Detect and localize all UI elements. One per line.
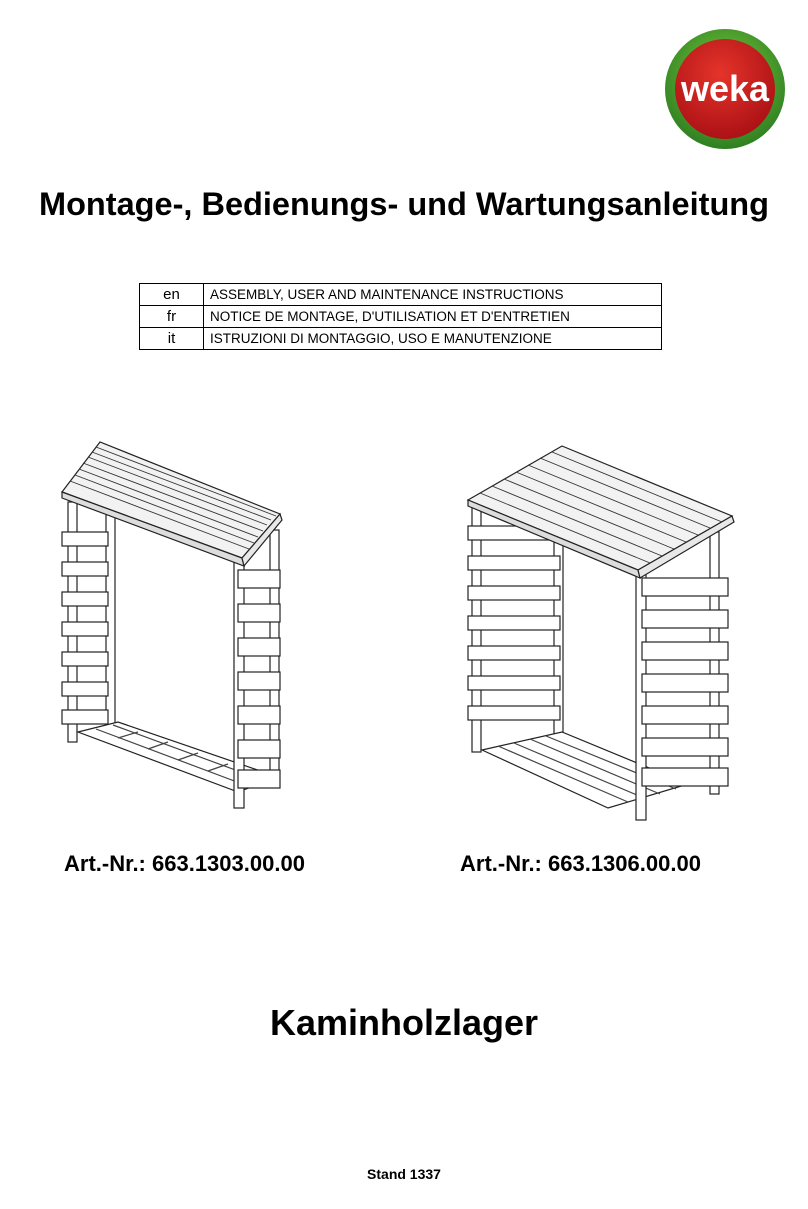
language-table [139, 283, 662, 350]
shed-illustration-large [458, 432, 748, 832]
language-row-fr [140, 306, 662, 328]
language-row-it [140, 328, 662, 350]
logo-text: weka [680, 68, 770, 109]
article-number-1: Art.-Nr.: 663.1303.00.00 [64, 851, 305, 876]
page-title: Montage-, Bedienungs- und Wartungsanleitung [39, 186, 769, 222]
document-version: Stand 1337 [367, 1166, 441, 1182]
language-title: NOTICE DE MONTAGE, D'UTILISATION ET D'ENTRETIEN [204, 306, 662, 328]
language-row-en [140, 284, 662, 306]
language-code: fr [140, 306, 204, 328]
weka-logo [664, 28, 786, 150]
language-code: it [140, 328, 204, 350]
language-title: ASSEMBLY, USER AND MAINTENANCE INSTRUCTIONS [204, 284, 662, 306]
language-title: ISTRUZIONI DI MONTAGGIO, USO E MANUTENZIONE [204, 328, 662, 350]
article-number-2: Art.-Nr.: 663.1306.00.00 [460, 851, 701, 876]
product-name: Kaminholzlager [269, 1002, 539, 1043]
language-code: en [140, 284, 204, 306]
shed-illustration-small [48, 432, 348, 832]
